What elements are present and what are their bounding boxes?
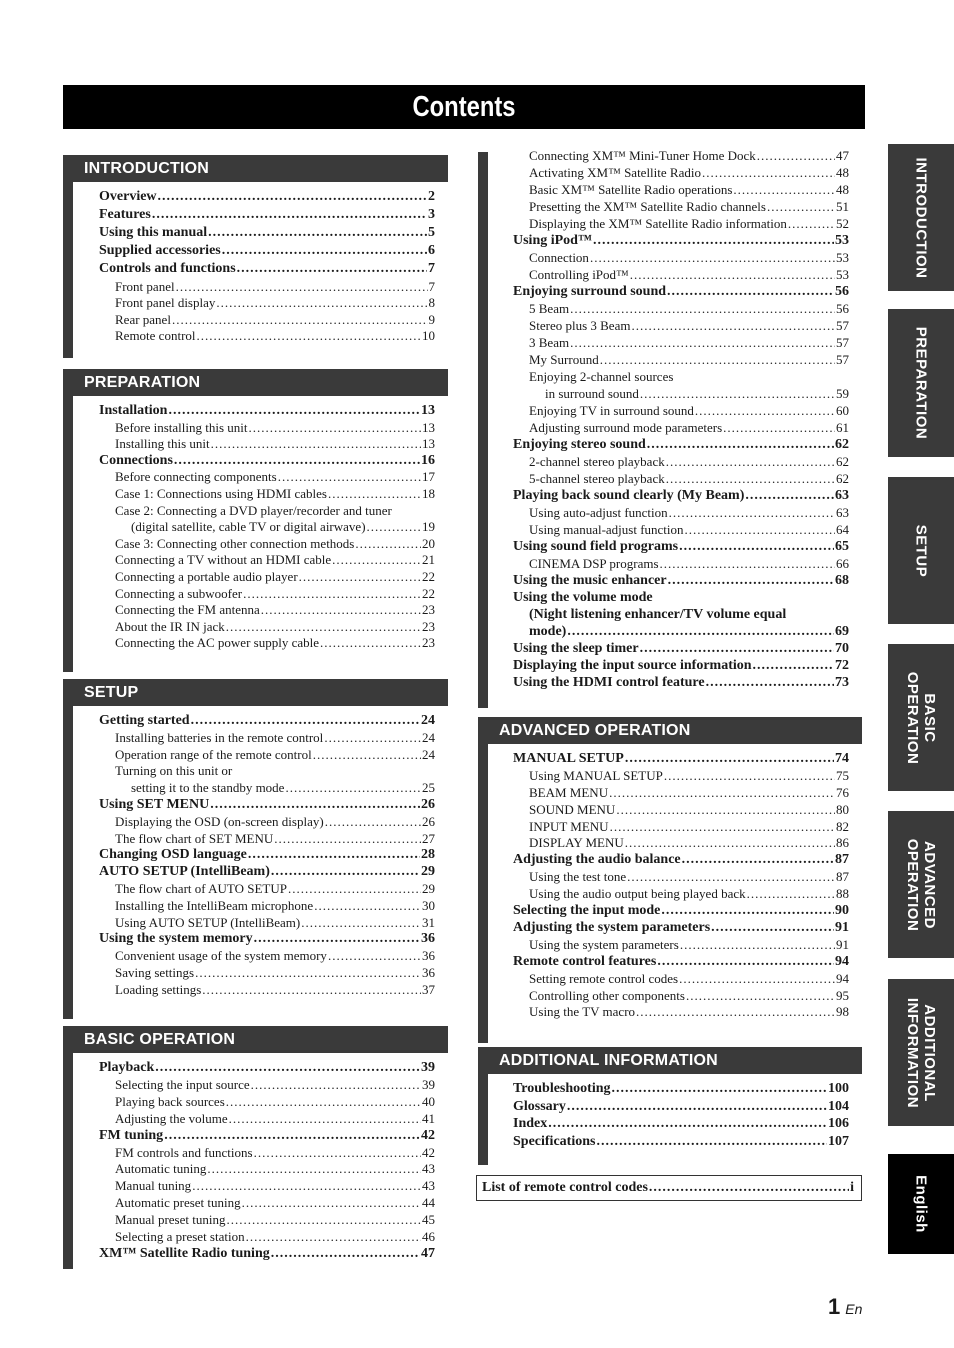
toc-entry[interactable]: Using SET MENU ..... 26 [99,796,435,813]
toc-entry[interactable]: setting it to the standby mode ..... 25 [131,779,435,796]
toc-entry[interactable]: Enjoying TV in surround sound ..... 60 [529,402,849,419]
toc-entry[interactable]: Loading settings ..... 37 [115,981,435,998]
page-title: Contents [412,91,516,123]
toc-entry[interactable]: BEAM MENU ..... 76 [529,784,849,801]
title-banner [63,85,865,129]
toc-entry[interactable]: Index ..... 106 [513,1115,849,1132]
toc-entry[interactable]: About the IR IN jack ..... 23 [115,618,435,635]
toc-entry[interactable]: Convenient usage of the system memory ..... 36 [115,947,435,964]
toc-entry[interactable]: Stereo plus 3 Beam ..... 57 [529,317,849,334]
toc-entry[interactable]: Using this manual ..... 5 [99,224,435,241]
toc-entry[interactable]: Connecting the FM antenna ..... 23 [115,601,435,618]
toc-entry[interactable]: Controlling iPod™ ..... 53 [529,266,849,283]
toc-entry[interactable]: Features ..... 3 [99,206,435,223]
toc-entry[interactable]: Using the system memory ..... 36 [99,930,435,947]
toc-entry[interactable]: Enjoying surround sound ..... 56 [513,283,849,300]
toc-entry-remote-codes[interactable]: List of remote control codes ..... i [482,1179,854,1196]
toc-entry[interactable]: Displaying the input source information ..... 72 [513,657,849,674]
toc-entry[interactable]: MANUAL SETUP ..... 74 [513,750,849,767]
section-header-preparation: PREPARATION [63,369,448,396]
side-tab-additional-information[interactable]: ADDITIONAL INFORMATION [888,979,954,1126]
toc-entry[interactable]: 2-channel stereo playback ..... 62 [529,453,849,470]
toc-entry[interactable]: Using auto-adjust function ..... 63 [529,504,849,521]
toc-entry[interactable]: Specifications ..... 107 [513,1133,849,1150]
toc-entry[interactable]: Using the sleep timer ..... 70 [513,640,849,657]
toc-entry[interactable]: Playing back sound clearly (My Beam) ..... 63 [513,487,849,504]
preparation-bar [63,369,73,672]
toc-entry[interactable]: FM controls and functions ..... 42 [115,1144,435,1161]
toc-entry[interactable]: Troubleshooting ..... 100 [513,1080,849,1097]
toc-entry[interactable]: (digital satellite, cable TV or digital airwave) ..... 19 [131,518,435,535]
setup-bar [63,679,73,1019]
toc-entry[interactable]: Before installing this unit ..... 13 [115,419,435,436]
toc-entry[interactable]: Turning on this unit or [115,763,233,778]
section-header-introduction: INTRODUCTION [63,155,448,182]
page-number-value: 1 [828,1294,841,1319]
toc-entry[interactable]: Selecting a preset station ..... 46 [115,1228,435,1245]
toc-entry[interactable]: Using AUTO SETUP (IntelliBeam) ..... 31 [115,914,435,931]
toc-entry[interactable]: Enjoying 2-channel sources [529,369,674,384]
page-language: En [845,1301,863,1317]
toc-entry[interactable]: 5-channel stereo playback ..... 62 [529,470,849,487]
toc-entry[interactable]: Setting remote control codes ..... 94 [529,970,849,987]
section-header-basic-operation: BASIC OPERATION [63,1026,448,1053]
side-tab-basic-operation[interactable]: BASIC OPERATION [888,644,954,791]
toc-entry[interactable]: Adjusting the audio balance ..... 87 [513,851,849,868]
toc-entry[interactable]: Operation range of the remote control ..... 24 [115,746,435,763]
toc-entry[interactable]: in surround sound ..... 59 [545,385,849,402]
toc-entry[interactable]: mode) ..... 69 [529,623,849,640]
toc-entry[interactable]: Using the audio output being played back ..... 88 [529,885,849,902]
toc-entry[interactable]: Overview ..... 2 [99,188,435,205]
toc-entry[interactable]: Connection ..... 53 [529,249,849,266]
toc-entry[interactable]: Case 1: Connections using HDMI cables ..... 18 [115,485,435,502]
toc-entry[interactable]: Using MANUAL SETUP ..... 75 [529,767,849,784]
toc-entry[interactable]: Saving settings ..... 36 [115,964,435,981]
side-tab-introduction[interactable]: INTRODUCTION [888,144,954,291]
section-header-additional-information: ADDITIONAL INFORMATION [478,1047,862,1074]
toc-entry[interactable]: Using iPod™ ..... 53 [513,232,849,249]
basic-operation-cont-bar [478,152,488,708]
section-header-setup: SETUP [63,679,448,706]
toc-entry[interactable]: Using manual-adjust function ..... 64 [529,521,849,538]
toc-entry[interactable]: Supplied accessories ..... 6 [99,242,435,259]
toc-entry[interactable]: Connecting the AC power supply cable ..... 23 [115,634,435,651]
toc-entry[interactable]: Front panel ..... 7 [115,278,435,295]
toc-entry[interactable]: Displaying the OSD (on-screen display) ..... 26 [115,813,435,830]
toc-entry[interactable]: 5 Beam ..... 56 [529,300,849,317]
toc-entry[interactable]: Displaying the XM™ Satellite Radio information ..... 52 [529,215,849,232]
toc-entry[interactable]: Remote control ..... 10 [115,327,435,344]
toc-entry[interactable]: The flow chart of AUTO SETUP ..... 29 [115,880,435,897]
toc-entry[interactable]: DISPLAY MENU ..... 86 [529,834,849,851]
toc-entry[interactable]: Installation ..... 13 [99,402,435,419]
toc-entry[interactable]: Adjusting the volume ..... 41 [115,1110,435,1127]
toc-entry[interactable]: INPUT MENU ..... 82 [529,818,849,835]
introduction-bar [63,155,73,358]
toc-entry[interactable]: Selecting the input mode ..... 90 [513,902,849,919]
toc-entry[interactable]: Using the system parameters ..... 91 [529,936,849,953]
toc-entry[interactable]: XM™ Satellite Radio tuning ..... 47 [99,1245,435,1262]
toc-entry[interactable]: Selecting the input source ..... 39 [115,1076,435,1093]
toc-entry[interactable]: Connecting a subwoofer ..... 22 [115,585,435,602]
toc-entry[interactable]: Using the music enhancer ..... 68 [513,572,849,589]
basic-operation-bar [63,1026,73,1269]
section-header-advanced-operation: ADVANCED OPERATION [478,717,862,744]
toc-entry[interactable]: My Surround ..... 57 [529,351,849,368]
toc-entry[interactable]: Controls and functions ..... 7 [99,260,435,277]
page-number [828,1294,862,1320]
toc-entry[interactable]: Automatic preset tuning ..... 44 [115,1194,435,1211]
toc-entry[interactable]: Glossary ..... 104 [513,1098,849,1115]
toc-entry[interactable]: Changing OSD language ..... 28 [99,846,435,863]
side-tab-setup[interactable]: SETUP [888,477,954,624]
toc-entry[interactable]: AUTO SETUP (IntelliBeam) ..... 29 [99,863,435,880]
advanced-operation-bar [478,717,488,1043]
toc-entry[interactable]: CINEMA DSP programs ..... 66 [529,555,849,572]
toc-entry[interactable]: Enjoying stereo sound ..... 62 [513,436,849,453]
toc-entry[interactable]: Using the volume mode [513,590,653,605]
toc-entry[interactable]: The flow chart of SET MENU ..... 27 [115,830,435,847]
toc-entry[interactable]: Installing the IntelliBeam microphone ..... 30 [115,897,435,914]
toc-entry[interactable]: Connecting a portable audio player ..... 22 [115,568,435,585]
toc-entry[interactable]: Before connecting components ..... 17 [115,468,435,485]
toc-entry[interactable]: Using sound field programs ..... 65 [513,538,849,555]
side-tab-english[interactable]: English [888,1154,954,1254]
toc-entry[interactable]: Playback ..... 39 [99,1059,435,1076]
toc-entry[interactable]: Playing back sources ..... 40 [115,1093,435,1110]
toc-entry[interactable]: Adjusting the system parameters ..... 91 [513,919,849,936]
toc-entry[interactable]: Connecting a TV without an HDMI cable ..... 21 [115,551,435,568]
toc-entry[interactable]: (Night listening enhancer/TV volume equal [529,607,787,622]
toc-entry[interactable]: SOUND MENU ..... 80 [529,801,849,818]
toc-entry[interactable]: Front panel display ..... 8 [115,294,435,311]
toc-entry[interactable]: Presetting the XM™ Satellite Radio channels ..... 51 [529,198,849,215]
toc-entry[interactable]: Getting started ..... 24 [99,712,435,729]
toc-entry[interactable]: Connections ..... 16 [99,452,435,469]
toc-entry[interactable]: Activating XM™ Satellite Radio ..... 48 [529,164,849,181]
toc-entry[interactable]: Using the test tone ..... 87 [529,868,849,885]
toc-entry[interactable]: FM tuning ..... 42 [99,1127,435,1144]
side-tab-preparation[interactable]: PREPARATION [888,309,954,457]
toc-entry[interactable]: Using the HDMI control feature ..... 73 [513,674,849,691]
side-tab-advanced-operation[interactable]: ADVANCED OPERATION [888,811,954,958]
toc-entry[interactable]: Connecting XM™ Mini-Tuner Home Dock ..... 47 [529,147,849,164]
toc-entry[interactable]: 3 Beam ..... 57 [529,334,849,351]
toc-entry[interactable]: Using the TV macro ..... 98 [529,1003,849,1020]
toc-entry[interactable]: Case 2: Connecting a DVD player/recorder and tuner [115,503,392,518]
toc-entry[interactable]: Controlling other components ..... 95 [529,987,849,1004]
toc-entry[interactable]: Manual preset tuning ..... 45 [115,1211,435,1228]
toc-entry[interactable]: Remote control features ..... 94 [513,953,849,970]
toc-entry[interactable]: Installing batteries in the remote control ..... 24 [115,729,435,746]
toc-entry[interactable]: Rear panel ..... 9 [115,311,435,328]
toc-entry[interactable]: Basic XM™ Satellite Radio operations ..... 48 [529,181,849,198]
toc-entry[interactable]: Adjusting surround mode parameters ..... 61 [529,419,849,436]
toc-entry[interactable]: Manual tuning ..... 43 [115,1177,435,1194]
toc-entry[interactable]: Automatic tuning ..... 43 [115,1160,435,1177]
toc-entry[interactable]: Case 3: Connecting other connection methods ..... 20 [115,535,435,552]
toc-entry[interactable]: Installing this unit ..... 13 [115,435,435,452]
